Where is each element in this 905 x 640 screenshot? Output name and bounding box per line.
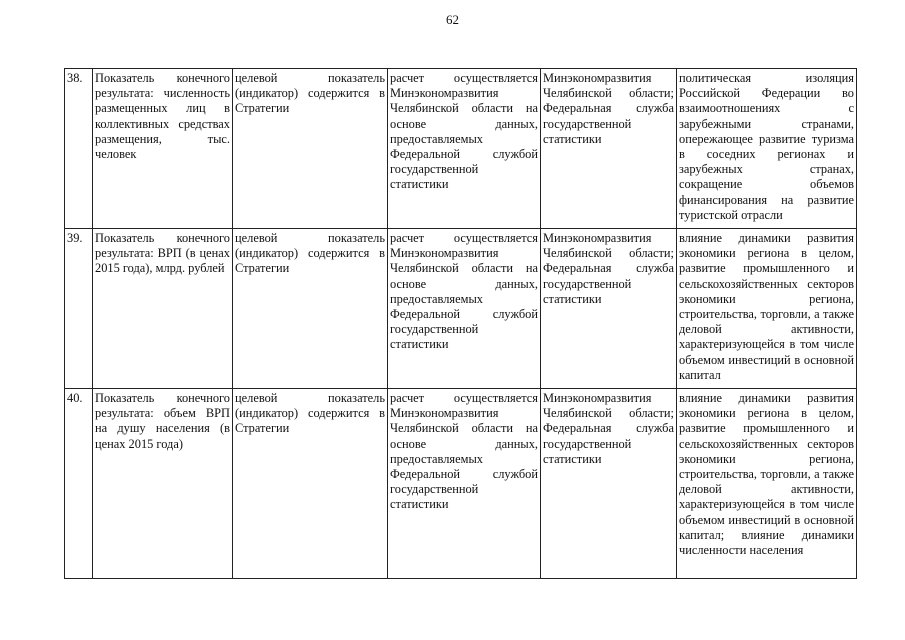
indicator-name-cell: Показатель конечного результата: объем ВРП на душу населения (в ценах 2015 года) xyxy=(93,389,233,579)
calculation-method-cell: расчет осуществляется Минэкономразвития Челябинской области на основе данных, предоставляемых Федеральной службой государственной статистики xyxy=(388,389,541,579)
indicator-type-cell: целевой показатель (индикатор) содержится в Стратегии xyxy=(233,229,388,389)
influencing-factors-cell: влияние динамики развития экономики региона в целом, развитие промышленного и сельскохозяйственных секторов экономики региона, строительства, торговли, а также деловой активности, характеризующейся в том числе объемом инвестиций в основной капитал; влияние динамики численности населения xyxy=(677,389,857,579)
responsible-bodies-cell: Минэкономразвития Челябинской области; Федеральная служба государственной статистики xyxy=(541,229,677,389)
influencing-factors-cell: политическая изоляция Российской Федерации во взаимоотношениях с зарубежными странами, опережающее развитие туризма в соседних регионах и зарубежных странах, сокращение объемов финансирования на развитие туристской отрасли xyxy=(677,69,857,229)
indicator-name-cell: Показатель конечного результата: численность размещенных лиц в коллективных средствах размещения, тыс. человек xyxy=(93,69,233,229)
indicator-name-cell: Показатель конечного результата: ВРП (в ценах 2015 года), млрд. рублей xyxy=(93,229,233,389)
row-number: 39. xyxy=(65,229,93,389)
indicators-table xyxy=(64,68,857,579)
table-row xyxy=(65,229,857,389)
table-row xyxy=(65,69,857,229)
calculation-method-cell: расчет осуществляется Минэкономразвития Челябинской области на основе данных, предоставляемых Федеральной службой государственной статистики xyxy=(388,229,541,389)
table-row xyxy=(65,389,857,579)
row-number: 38. xyxy=(65,69,93,229)
row-number: 40. xyxy=(65,389,93,579)
indicator-type-cell: целевой показатель (индикатор) содержится в Стратегии xyxy=(233,389,388,579)
calculation-method-cell: расчет осуществляется Минэкономразвития Челябинской области на основе данных, предоставляемых Федеральной службой государственной статистики xyxy=(388,69,541,229)
responsible-bodies-cell: Минэкономразвития Челябинской области; Федеральная служба государственной статистики xyxy=(541,69,677,229)
influencing-factors-cell: влияние динамики развития экономики региона в целом, развитие промышленного и сельскохозяйственных секторов экономики региона, строительства, торговли, а также деловой активности, характеризующейся в том числе объемом инвестиций в основной капитал xyxy=(677,229,857,389)
responsible-bodies-cell: Минэкономразвития Челябинской области; Федеральная служба государственной статистики xyxy=(541,389,677,579)
page-number: 62 xyxy=(446,12,459,27)
indicator-type-cell: целевой показатель (индикатор) содержится в Стратегии xyxy=(233,69,388,229)
